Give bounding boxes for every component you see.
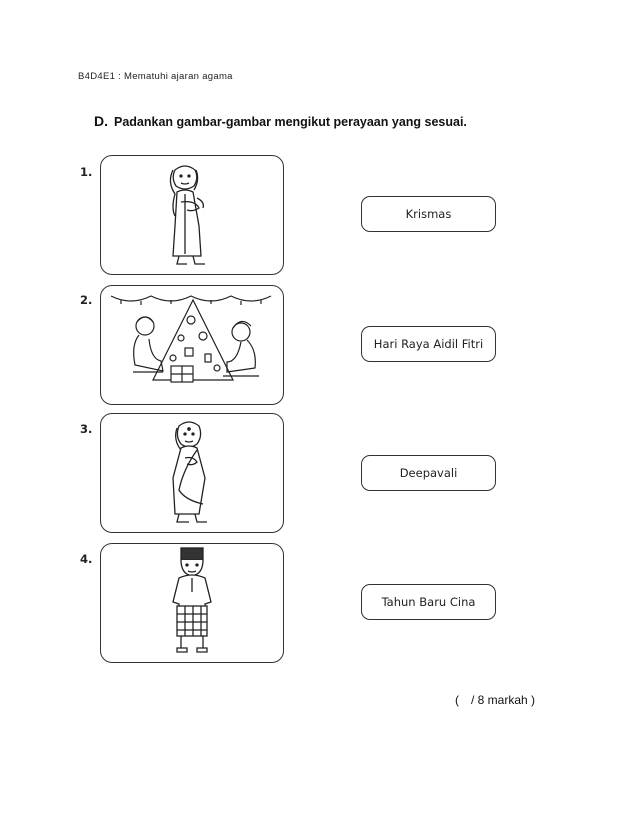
boy-baju-melayu-illustration [101,544,283,662]
item-number-1: 1. [80,165,93,179]
girl-saree-illustration [101,414,283,532]
question-instruction [94,113,467,129]
picture-box-1[interactable] [100,155,284,275]
answer-label-krismas[interactable]: Krismas [361,196,496,232]
question-letter: D. [94,113,108,129]
picture-box-4[interactable] [100,543,284,663]
answer-label-hari-raya[interactable]: Hari Raya Aidil Fitri [361,326,496,362]
marks-box [455,693,535,707]
christmas-tree-illustration [101,286,283,404]
picture-box-3[interactable] [100,413,284,533]
standard-code: B4D4E1 : Mematuhi ajaran agama [78,71,233,82]
marks-text: / 8 markah ) [471,693,536,707]
picture-box-2[interactable] [100,285,284,405]
item-number-4: 4. [80,552,93,566]
answer-label-deepavali[interactable]: Deepavali [361,455,496,491]
marks-open-paren: ( [455,693,459,707]
question-text: Padankan gambar-gambar mengikut perayaan yang sesuai. [114,115,467,129]
answer-label-tahun-baru-cina[interactable]: Tahun Baru Cina [361,584,496,620]
item-number-3: 3. [80,422,93,436]
girl-cheongsam-illustration [101,156,283,274]
item-number-2: 2. [80,293,93,307]
